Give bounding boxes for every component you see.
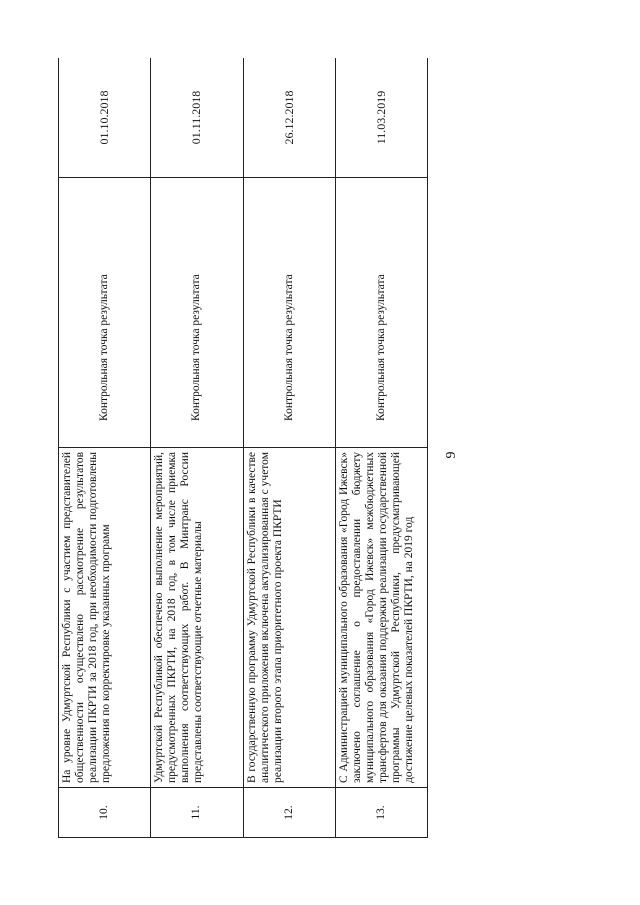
landscape-table-wrapper bbox=[58, 58, 428, 838]
row-number: 12. bbox=[243, 788, 335, 838]
page-number: 9 bbox=[444, 451, 459, 459]
row-description: На уровне Удмуртской Республики с участием представителей общественности осуществлено рассмотрение результатов реализации ПКРТИ за 2018 год, при необходимости подготовлены предложения по корректировке указанных программ bbox=[59, 448, 151, 788]
row-number: 13. bbox=[335, 788, 427, 838]
row-date: 01.11.2018 bbox=[151, 58, 243, 178]
row-description: В государственную программу Удмуртской Республики в качестве аналитического приложения включена актуализированная с учетом реализации второго этапа приоритетного проекта ПКРТИ bbox=[243, 448, 335, 788]
table-row bbox=[243, 58, 335, 838]
table-row bbox=[151, 58, 243, 838]
row-type: Контрольная точка результата bbox=[243, 178, 335, 448]
row-type: Контрольная точка результата bbox=[335, 178, 427, 448]
row-number: 11. bbox=[151, 788, 243, 838]
row-description: Удмуртской Республикой обеспечено выполнение мероприятий, предусмотренных ПКРТИ, на 2018 год, в том числе приемка выполнения соответствующих работ. В Минтранс России представлены соответствующие отчетные материалы bbox=[151, 448, 243, 788]
row-date: 11.03.2019 bbox=[335, 58, 427, 178]
row-date: 26.12.2018 bbox=[243, 58, 335, 178]
table-row bbox=[59, 58, 151, 838]
row-number: 10. bbox=[59, 788, 151, 838]
row-type: Контрольная точка результата bbox=[151, 178, 243, 448]
results-table bbox=[58, 58, 428, 838]
rotated-page-content bbox=[58, 58, 428, 838]
row-type: Контрольная точка результата bbox=[59, 178, 151, 448]
table-row bbox=[335, 58, 427, 838]
row-date: 01.10.2018 bbox=[59, 58, 151, 178]
row-description: С Администрацией муниципального образования «Город Ижевск» заключено соглашение о предоставлении бюджету муниципального образования «Город Ижевск» межбюджетных трансфертов для оказания поддержки реализации государственной программы Удмуртской Республики, предусматривающей достижение целевых показателей ПКРТИ, на 2019 год bbox=[335, 448, 427, 788]
